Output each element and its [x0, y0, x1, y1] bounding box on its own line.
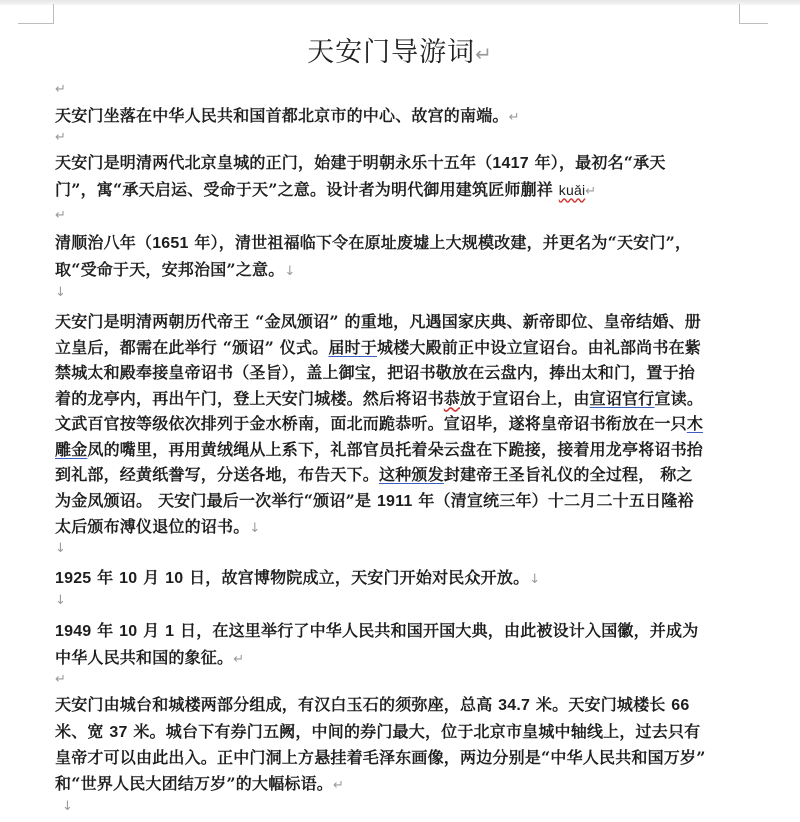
- paragraph-mark-icon: ↵: [508, 110, 520, 125]
- year-value: 1911: [376, 492, 413, 510]
- paragraph-1[interactable]: [55, 103, 755, 131]
- paragraph-text: 宣读。: [654, 388, 704, 408]
- empty-line-break: ↓: [55, 593, 66, 608]
- empty-line-break: ↓: [62, 799, 73, 814]
- grammar-flagged-phrase[interactable]: 宣诏官行: [589, 388, 655, 408]
- paragraph-6[interactable]: [55, 618, 755, 672]
- paragraph-text: 米。天安门城楼长: [530, 695, 672, 714]
- month-value: 10: [119, 570, 138, 587]
- year-value: 1925: [55, 570, 92, 587]
- paragraph-text: 日，故宫博物院成立，天安门开始对民众开放。: [183, 568, 530, 587]
- paragraph-text: 年），最初名“承天: [528, 153, 666, 172]
- day-value: 1: [165, 623, 175, 640]
- grammar-flagged-phrase[interactable]: 雕金: [55, 439, 88, 459]
- empty-paragraph: ↵: [55, 130, 66, 145]
- empty-paragraph: ↵: [55, 208, 66, 223]
- empty-paragraph: ↵: [55, 82, 66, 97]
- empty-paragraph: ↵: [55, 672, 66, 687]
- paragraph-text: 放于宣诏台上，由: [460, 388, 590, 408]
- paragraph-text: 日，在这里举行了中华人民共和国开国大典，由此被设计入国徽，并成为: [174, 621, 699, 640]
- paragraph-text: 门”，寓“承天启运、受命于天”之意。设计者为明代御用建筑匠师蒯祥: [55, 179, 559, 199]
- width-value: 37: [109, 723, 128, 741]
- paragraph-mark-icon: ↵: [475, 42, 493, 66]
- paragraph-text: 米。城台下有券门五阙，中间的券门最大，位于北京市皇城中轴线上，过去只有: [127, 721, 701, 741]
- line-break-mark-icon: ↓: [529, 572, 541, 587]
- paragraph-text: 文武百官按等级依次排列于金水桥南，面北而跪恭听。宣诏毕，遂将皇帝诏书衔放在一只: [55, 414, 687, 433]
- grammar-flagged-phrase[interactable]: 届时于: [328, 337, 377, 357]
- paragraph-text: 清顺治八年（: [55, 233, 153, 252]
- document-title[interactable]: [0, 30, 800, 69]
- paragraph-text: 为金凤颁诏。 天安门最后一次举行“颁诏”是: [55, 490, 377, 510]
- length-value: 66: [671, 697, 690, 714]
- paragraph-4[interactable]: [55, 309, 755, 542]
- paragraph-text: 年（清宣统三年）十二月二十五日隆裕: [412, 490, 694, 510]
- year-value: 1651: [152, 235, 189, 252]
- paragraph-text: 月: [137, 568, 166, 587]
- paragraph-7[interactable]: [55, 692, 755, 798]
- paragraph-text: 年），清世祖福临下令在原址废墟上大规模改建，并更名为“天安门”，: [188, 233, 692, 252]
- paragraph-text: 到礼部，经黄纸誊写，分送各地，布告天下。: [55, 465, 380, 484]
- paragraph-text: 太后颁布溥仪退位的诏书。: [55, 517, 250, 536]
- paragraph-text: 中华人民共和国的象征。: [55, 647, 234, 667]
- empty-line-break: ↓: [55, 541, 66, 556]
- line-break-mark-icon: ↓: [249, 521, 261, 536]
- window-top-edge: [0, 0, 800, 5]
- page-corner-mark-top-left: [18, 4, 54, 24]
- grammar-flagged-phrase[interactable]: 这种颁发: [379, 465, 444, 484]
- paragraph-text: 和“世界人民大团结万岁”的大幅标语。: [55, 773, 334, 793]
- paragraph-text: 立皇后，都需在此举行 “颁诏” 仪式。: [55, 337, 329, 357]
- paragraph-text: 取“受命于天，安邦治国”之意。: [55, 259, 285, 279]
- spellcheck-flagged-word[interactable]: kuǎi: [558, 181, 586, 198]
- paragraph-3[interactable]: [55, 230, 755, 284]
- paragraph-text: 凤的嘴里，再用黄绒绳从上系下，礼部官员托着朵云盘在下跪接，接着用龙亭将诏书抬: [87, 439, 704, 459]
- paragraph-text: 皇帝才可以由此出入。正中门洞上方悬挂着毛泽东画像，两边分别是“中华人民共和国万岁”: [55, 748, 706, 767]
- paragraph-text: 封建帝王圣旨礼仪的全过程， 称之: [443, 465, 693, 484]
- paragraph-5[interactable]: [55, 565, 755, 593]
- paragraph-text: 着的龙亭内，再出午门，登上天安门城楼。然后将诏书: [55, 388, 444, 408]
- spellcheck-flagged-word[interactable]: 恭: [443, 388, 461, 408]
- paragraph-text: 月: [137, 621, 166, 640]
- paragraph-text: 天安门是明清两代北京皇城的正门，始建于明朝永乐十五年（: [55, 153, 493, 172]
- line-break-mark-icon: ↓: [284, 263, 296, 279]
- paragraph-mark-icon: ↵: [333, 777, 345, 793]
- paragraph-text: 年: [91, 621, 120, 640]
- page-corner-mark-top-right: [739, 4, 768, 24]
- paragraph-text: 禁城太和殿奉接皇帝诏书（圣旨），盖上御宝，把诏书敬放在云盘内，捧出太和门，置于抬: [55, 363, 696, 382]
- year-value: 1949: [55, 623, 92, 640]
- empty-line-break: ↓: [55, 285, 66, 300]
- paragraph-text: 米、宽: [55, 721, 110, 741]
- paragraph-mark-icon: ↵: [233, 651, 245, 667]
- paragraph-text: 天安门是明清两朝历代帝王 “金凤颁诏” 的重地，凡遇国家庆典、新帝即位、皇帝结婚、册: [55, 312, 701, 331]
- paragraph-2[interactable]: [55, 150, 755, 204]
- title-text: 天安门导游词: [307, 37, 476, 68]
- day-value: 10: [165, 570, 184, 587]
- grammar-flagged-phrase[interactable]: 木: [686, 414, 704, 433]
- paragraph-text: 天安门由城台和城楼两部分组成，有汉白玉石的须弥座，总高: [55, 695, 499, 714]
- paragraph-text: 年: [91, 568, 120, 587]
- paragraph-text: 天安门坐落在中华人民共和国首都北京市的中心、故宫的南端。: [55, 106, 509, 125]
- paragraph-text: 城楼大殿前正中设立宣诏台。由礼部尚书在紫: [376, 337, 701, 357]
- height-value: 34.7: [498, 697, 531, 714]
- paragraph-mark-icon: ↵: [585, 183, 597, 199]
- month-value: 10: [119, 623, 138, 640]
- year-value: 1417: [492, 155, 529, 172]
